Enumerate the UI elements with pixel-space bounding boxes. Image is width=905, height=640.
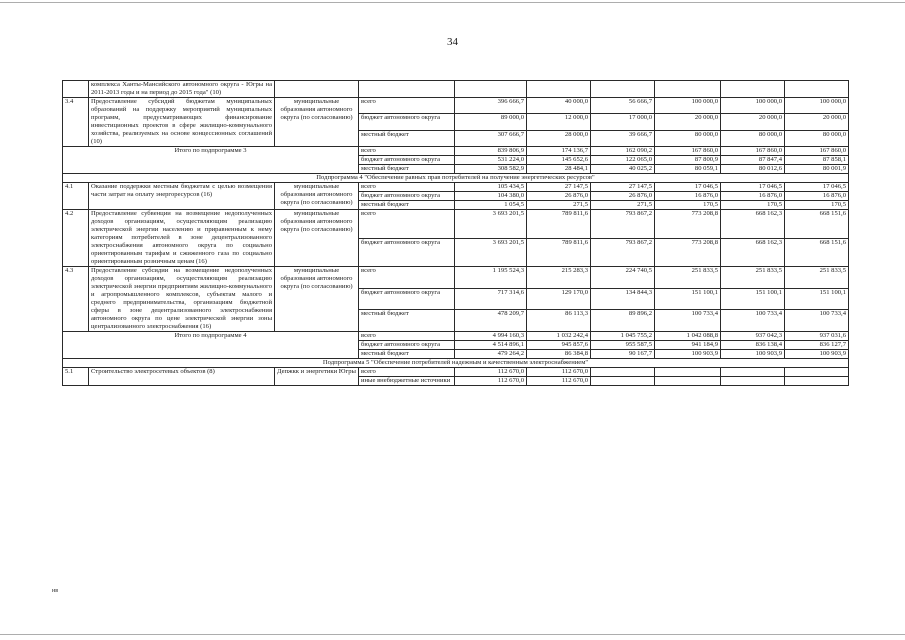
amount-cell: 112 670,0 [527,368,591,377]
funding-source-cell: бюджет автономного округа [359,341,455,350]
table-row [63,332,849,341]
amount-cell: 16 876,0 [785,192,849,201]
funding-source-cell: всего [359,147,455,156]
amount-cell: 112 670,0 [527,377,591,386]
amount-cell: 717 314,6 [455,288,527,310]
amount-cell: 955 587,5 [591,341,655,350]
amount-cell: 12 000,0 [527,114,591,130]
amount-cell: 4 994 160,3 [455,332,527,341]
funding-source-cell: местный бюджет [359,130,455,146]
activity-name-cell: комплекса Ханты-Мансийского автономного округа - Югры на 2011-2013 годы и на период до 2015 года" (10) [89,81,275,98]
funding-source-cell: бюджет автономного округа [359,192,455,201]
amount-cell [785,377,849,386]
amount-cell: 478 209,7 [455,310,527,332]
amount-cell: 90 167,7 [591,350,655,359]
row-number-cell: 5.1 [63,368,89,386]
amount-cell [721,377,785,386]
amount-cell: 28 484,1 [527,165,591,174]
funding-source-cell: всего [359,368,455,377]
amount-cell: 16 876,0 [655,192,721,201]
amount-cell: 396 666,7 [455,98,527,114]
amount-cell: 789 811,6 [527,210,591,239]
table-row [63,98,849,114]
amount-cell: 151 100,1 [721,288,785,310]
amount-cell: 668 162,3 [721,238,785,267]
amount-cell: 162 090,2 [591,147,655,156]
amount-cell: 1 045 755,2 [591,332,655,341]
amount-cell: 122 065,0 [591,156,655,165]
amount-cell: 86 113,3 [527,310,591,332]
table-row [63,368,849,377]
amount-cell: 836 138,4 [721,341,785,350]
amount-cell: 27 147,5 [527,183,591,192]
table-row [63,267,849,289]
amount-cell [721,81,785,98]
amount-cell: 39 666,7 [591,130,655,146]
amount-cell [655,368,721,377]
amount-cell: 27 147,5 [591,183,655,192]
table-row [63,147,849,156]
amount-cell: 251 833,5 [721,267,785,289]
amount-cell: 793 867,2 [591,210,655,239]
amount-cell [721,368,785,377]
amount-cell [527,81,591,98]
amount-cell: 151 100,1 [785,288,849,310]
amount-cell: 1 054,5 [455,201,527,210]
activity-name-cell: Оказание поддержки местным бюджетам с целью возмещения части затрат на оплату энергоресурсов (16) [89,183,275,210]
activity-name-cell: Предоставление субсидий бюджетам муниципальных образований на поддержку мероприятий муниципальных программ, предусматривающих финансирование инвестиционных проектов в сфере жилищно-коммунального хозяйства, реализуемых на основе концессионных соглашений (10) [89,98,275,147]
amount-cell: 80 000,0 [785,130,849,146]
funding-source-cell: всего [359,332,455,341]
amount-cell: 26 876,0 [527,192,591,201]
amount-cell [655,81,721,98]
funding-source-cell: бюджет автономного округа [359,288,455,310]
funding-source-cell: всего [359,267,455,289]
table-row [63,210,849,239]
activity-name-cell: Предоставление субвенции на возмещение недополученных доходов организациям, осуществляющим реализацию электрической энергии населению и приравненным к нему категориям потребителей в зоне децентрализованного электроснабжения автономного округа по социально ориентированным тарифам и сжиженного газа по социально ориентированным розничным ценам (16) [89,210,275,267]
amount-cell: 100 903,9 [655,350,721,359]
amount-cell: 112 670,0 [455,368,527,377]
amount-cell: 100 000,0 [655,98,721,114]
page-number: 34 [447,36,458,48]
amount-cell: 129 170,0 [527,288,591,310]
subprogram-heading: Подпрограмма 5 "Обеспечение потребителей надежным и качественным электроснабжением" [63,359,849,368]
amount-cell: 839 806,9 [455,147,527,156]
amount-cell: 1 195 524,3 [455,267,527,289]
executor-cell: муниципальные образования автономного округа (по согласованию) [275,183,359,210]
amount-cell: 20 000,0 [721,114,785,130]
amount-cell: 941 184,9 [655,341,721,350]
amount-cell: 271,5 [527,201,591,210]
amount-cell: 836 127,7 [785,341,849,350]
table-row [63,174,849,183]
table-row [63,359,849,368]
amount-cell: 167 860,0 [655,147,721,156]
amount-cell: 16 876,0 [721,192,785,201]
executor-cell: муниципальные образования автономного округа (по согласованию) [275,210,359,267]
amount-cell: 100 733,4 [785,310,849,332]
amount-cell: 3 693 201,5 [455,238,527,267]
amount-cell [591,377,655,386]
amount-cell: 945 857,6 [527,341,591,350]
amount-cell: 308 582,9 [455,165,527,174]
executor-cell: Депжкк и энергетики Югры [275,368,359,386]
amount-cell: 145 652,6 [527,156,591,165]
amount-cell: 937 031,6 [785,332,849,341]
row-number-cell: 4.1 [63,183,89,210]
amount-cell [591,81,655,98]
amount-cell: 4 514 896,1 [455,341,527,350]
amount-cell [785,368,849,377]
amount-cell: 100 000,0 [785,98,849,114]
amount-cell: 793 867,2 [591,238,655,267]
funding-source-cell: всего [359,210,455,239]
amount-cell: 170,5 [655,201,721,210]
amount-cell: 20 000,0 [785,114,849,130]
amount-cell: 80 012,6 [721,165,785,174]
amount-cell: 1 032 242,4 [527,332,591,341]
activity-name-cell: Предоставление субсидии на возмещение недополученных доходов организациям, осуществляющим реализацию электрической энергии предприятиям жилищно-коммунального и агропромышленного комплексов, субъектам малого и среднего предпринимательства, организациям бюджетной сферы в зоне децентрализованного электроснабжения автономного округа по цене электрической энергии зоны централизованного электроснабжения (16) [89,267,275,332]
funding-source-cell: бюджет автономного округа [359,114,455,130]
funding-source-cell: бюджет автономного округа [359,238,455,267]
subprogram-total-label: Итого по подпрограмме 3 [63,147,359,174]
scan-edge-bottom [0,634,905,635]
funding-source-cell [359,81,455,98]
budget-table [62,80,849,386]
amount-cell: 17 046,5 [655,183,721,192]
amount-cell: 215 283,3 [527,267,591,289]
amount-cell: 100 733,4 [655,310,721,332]
executor-cell: муниципальные образования автономного округа (по согласованию) [275,267,359,332]
funding-source-cell: местный бюджет [359,310,455,332]
amount-cell: 271,5 [591,201,655,210]
funding-source-cell: всего [359,183,455,192]
scan-edge-top [0,2,905,3]
amount-cell: 3 693 201,5 [455,210,527,239]
amount-cell: 87 800,9 [655,156,721,165]
amount-cell: 112 670,0 [455,377,527,386]
amount-cell [455,81,527,98]
funding-source-cell: местный бюджет [359,201,455,210]
amount-cell: 174 136,7 [527,147,591,156]
amount-cell: 307 666,7 [455,130,527,146]
amount-cell: 100 000,0 [721,98,785,114]
subprogram-total-label: Итого по подпрограмме 4 [63,332,359,359]
amount-cell: 40 000,0 [527,98,591,114]
amount-cell: 17 046,5 [785,183,849,192]
amount-cell: 87 847,4 [721,156,785,165]
row-number-cell [63,81,89,98]
amount-cell: 26 876,0 [591,192,655,201]
amount-cell: 20 000,0 [655,114,721,130]
amount-cell: 105 434,5 [455,183,527,192]
amount-cell: 134 844,3 [591,288,655,310]
funding-source-cell: всего [359,98,455,114]
amount-cell: 167 860,0 [721,147,785,156]
amount-cell: 100 903,9 [785,350,849,359]
amount-cell: 937 042,3 [721,332,785,341]
amount-cell: 773 208,8 [655,238,721,267]
activity-name-cell: Строительство электросетевых объектов (8) [89,368,275,386]
subprogram-heading: Подпрограмма 4 "Обеспечение равных прав потребителей на получение энергетических ресурсов" [63,174,849,183]
footer-mark: нв [52,588,59,594]
amount-cell: 251 833,5 [785,267,849,289]
amount-cell [785,81,849,98]
amount-cell: 80 000,0 [721,130,785,146]
amount-cell: 668 151,6 [785,238,849,267]
amount-cell: 1 042 088,8 [655,332,721,341]
executor-cell: муниципальные образования автономного округа (по согласованию) [275,98,359,147]
amount-cell: 668 151,6 [785,210,849,239]
amount-cell: 100 733,4 [721,310,785,332]
amount-cell: 668 162,3 [721,210,785,239]
amount-cell: 104 380,0 [455,192,527,201]
row-number-cell: 4.2 [63,210,89,267]
amount-cell: 773 208,8 [655,210,721,239]
row-number-cell: 3.4 [63,98,89,147]
amount-cell: 17 000,0 [591,114,655,130]
amount-cell [655,377,721,386]
table-row [63,183,849,192]
amount-cell: 89 000,0 [455,114,527,130]
amount-cell: 531 224,0 [455,156,527,165]
funding-source-cell: местный бюджет [359,350,455,359]
amount-cell [591,368,655,377]
funding-source-cell: иные внебюджетные источники [359,377,455,386]
amount-cell: 80 059,1 [655,165,721,174]
amount-cell: 86 384,8 [527,350,591,359]
amount-cell: 100 903,9 [721,350,785,359]
executor-cell [275,81,359,98]
table-row [63,81,849,98]
amount-cell: 28 000,0 [527,130,591,146]
amount-cell: 251 833,5 [655,267,721,289]
amount-cell: 80 001,9 [785,165,849,174]
amount-cell: 170,5 [721,201,785,210]
amount-cell: 40 025,2 [591,165,655,174]
amount-cell: 167 860,0 [785,147,849,156]
amount-cell: 170,5 [785,201,849,210]
row-number-cell: 4.3 [63,267,89,332]
amount-cell: 56 666,7 [591,98,655,114]
funding-source-cell: бюджет автономного округа [359,156,455,165]
amount-cell: 80 000,0 [655,130,721,146]
amount-cell: 17 046,5 [721,183,785,192]
amount-cell: 789 811,6 [527,238,591,267]
funding-source-cell: местный бюджет [359,165,455,174]
amount-cell: 151 100,1 [655,288,721,310]
amount-cell: 224 740,5 [591,267,655,289]
amount-cell: 479 264,2 [455,350,527,359]
amount-cell: 89 896,2 [591,310,655,332]
amount-cell: 87 858,1 [785,156,849,165]
